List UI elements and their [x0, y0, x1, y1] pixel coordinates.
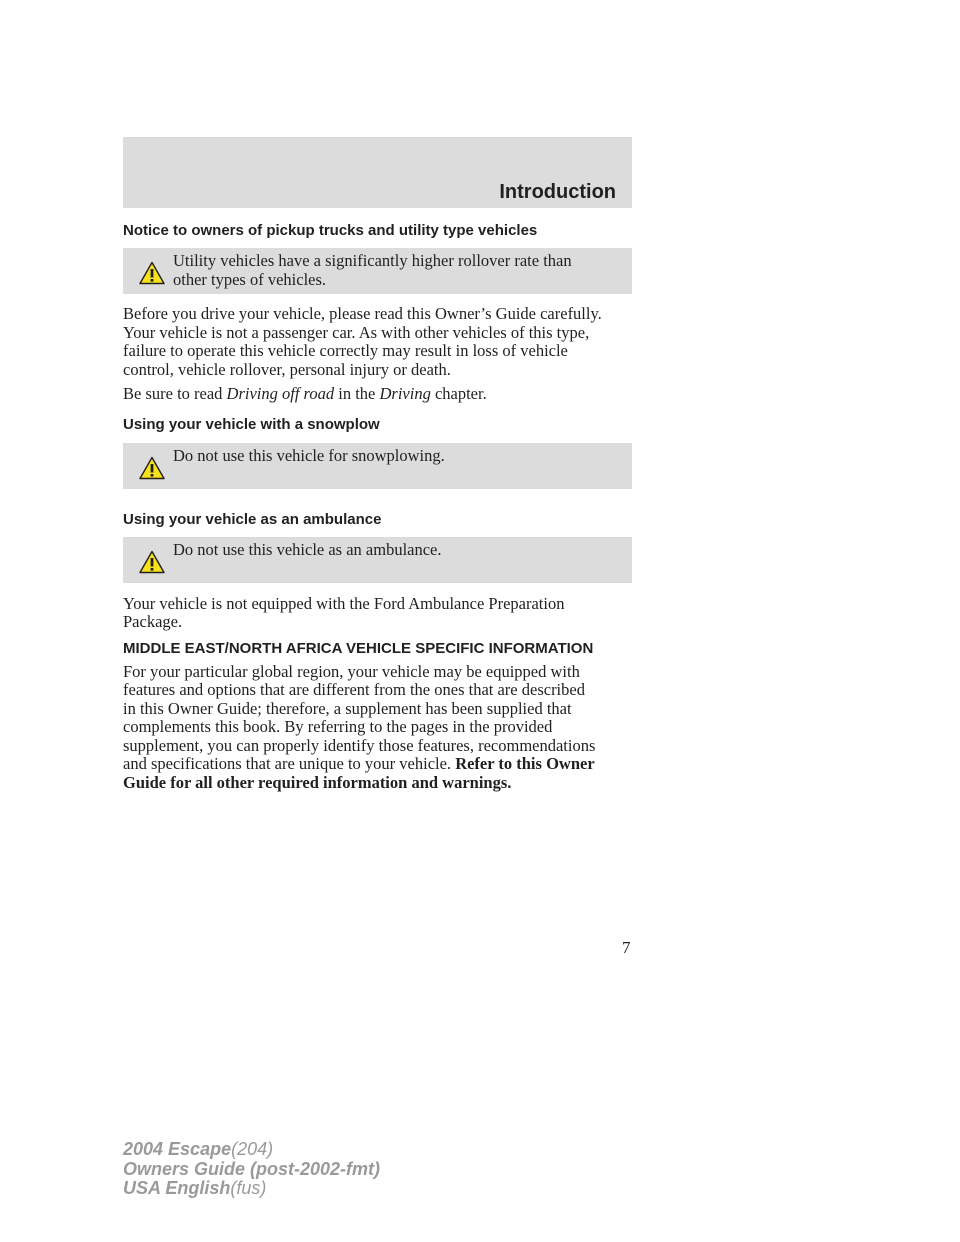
snowplow-heading: Using your vehicle with a snowplow	[123, 415, 380, 433]
pickup-heading: Notice to owners of pickup trucks and utility type vehicles	[123, 222, 538, 239]
pickup-paragraph: Before you drive your vehicle, please read this Owner’s Guide carefully. Your vehicle is not a passenger car. As with other vehicles of this type, failure to operate this vehicle correctly may result in loss of vehicle control, vehicle rollover, personal injury or death.	[123, 304, 602, 379]
ambulance-heading: Using your vehicle as an ambulance	[123, 510, 382, 528]
reference-driving-off-road: Driving off road	[226, 384, 335, 403]
mena-paragraph: For your particular global region, your vehicle may be equipped with features and options that are different from the ones that are described in this Owner Guide; therefore, a supplement has been supplied that complements this book. By referring to the pages in the provided supplement, you can properly identify those features, recommendations and specifications that are unique to your vehicle. Refer to this Owner Guide for all other required information and warnings.	[123, 661, 596, 792]
snowplow-warning-box	[123, 443, 632, 489]
warning-triangle-icon	[139, 550, 165, 574]
footer-guide: Owners Guide (post-2002-fmt)	[123, 1158, 381, 1179]
section-title: Introduction	[499, 181, 616, 203]
snowplow-warning-text: Do not use this vehicle for snowplowing.	[173, 445, 445, 465]
footer-model-code: (204)	[231, 1139, 274, 1159]
footer-model: 2004 Escape	[123, 1139, 232, 1159]
footer-language-code: (fus)	[230, 1178, 267, 1198]
warning-triangle-icon	[139, 456, 165, 480]
read-reference: Be sure to read Driving off road in the Driving chapter.	[123, 384, 487, 403]
header-band	[123, 137, 632, 208]
warning-triangle-icon	[139, 261, 165, 285]
page-content	[123, 221, 632, 792]
document-footer	[123, 1140, 380, 1199]
mena-bold-notice-cont: Guide for all other required information and warnings.	[123, 772, 512, 792]
reference-driving-chapter: Driving	[379, 384, 431, 403]
page-number: 7	[622, 938, 631, 957]
rollover-warning-text: Utility vehicles have a significantly higher rollover rate than other types of vehicles.	[173, 251, 572, 289]
rollover-warning-box	[123, 248, 632, 294]
mena-heading: MIDDLE EAST/NORTH AFRICA VEHICLE SPECIFIC INFORMATION	[123, 639, 594, 657]
mena-bold-notice: Refer to this Owner	[455, 754, 595, 773]
ambulance-warning-text: Do not use this vehicle as an ambulance.	[173, 539, 442, 559]
ambulance-warning-box	[123, 537, 632, 583]
footer-language: USA English	[123, 1178, 231, 1198]
ambulance-paragraph: Your vehicle is not equipped with the Ford Ambulance Preparation Package.	[123, 593, 565, 631]
